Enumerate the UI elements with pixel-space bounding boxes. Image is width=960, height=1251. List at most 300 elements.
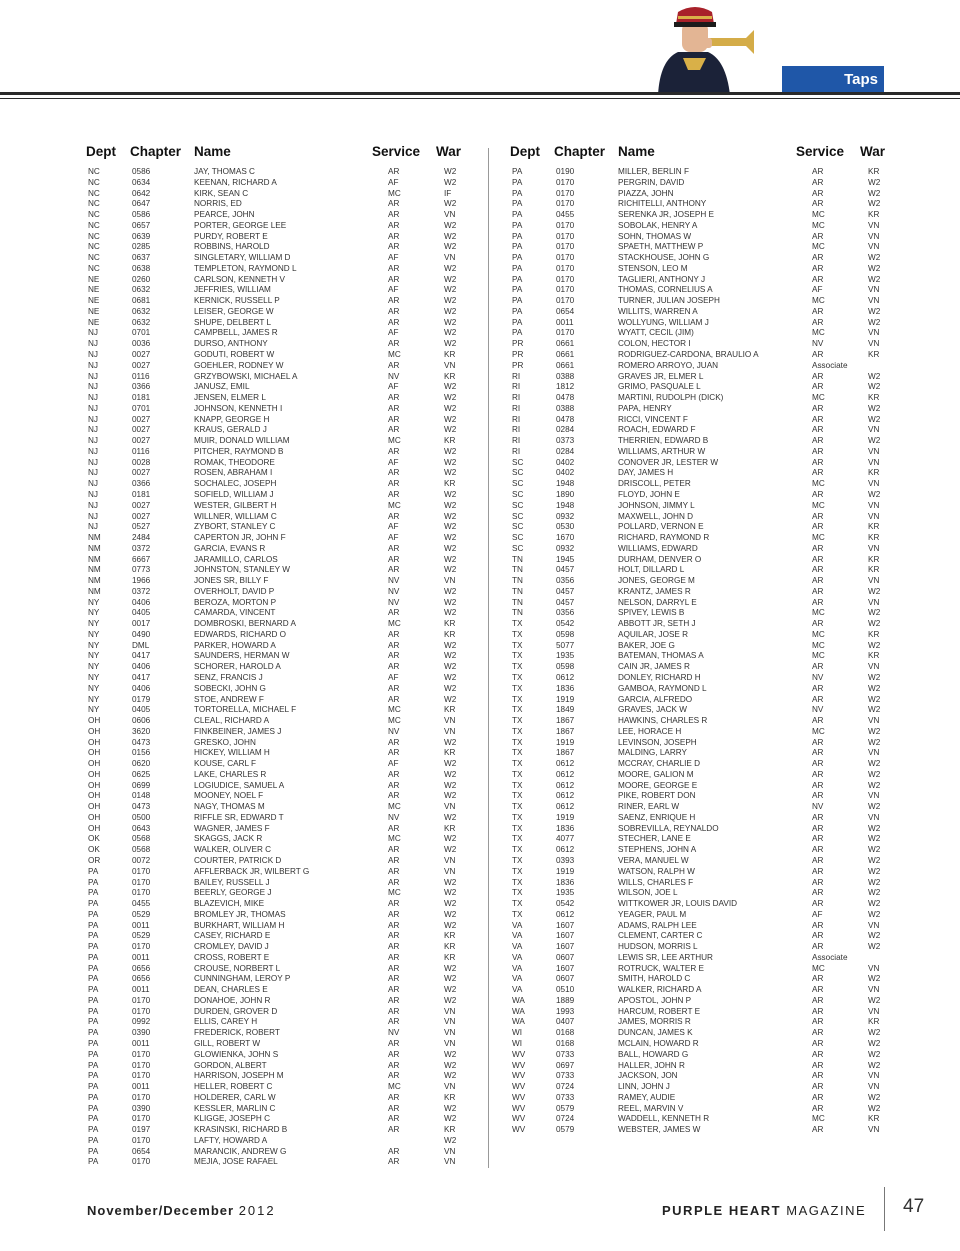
cell-chapter: 1889 (556, 995, 575, 1005)
cell-name: HUDSON, MORRIS L (618, 942, 698, 952)
cell-war: W2 (868, 1092, 881, 1102)
cell-name: GRAVES, JACK W (618, 705, 687, 715)
cell-chapter: 0011 (132, 1082, 150, 1092)
table-row (86, 673, 464, 684)
table-row (86, 921, 464, 932)
cell-war: KR (868, 565, 880, 575)
cell-chapter: 0190 (556, 167, 575, 176)
table-row (510, 1050, 888, 1061)
column-headers (86, 143, 464, 167)
cell-war: VN (444, 726, 456, 736)
table-row (510, 253, 888, 264)
cell-war: W2 (868, 1039, 881, 1049)
cell-chapter: 1867 (556, 716, 575, 726)
cell-service: NV (388, 812, 400, 822)
cell-service: AR (388, 1060, 400, 1070)
cell-name: WADDELL, KENNETH R (618, 1114, 710, 1124)
table-row (510, 275, 888, 286)
table-row (86, 372, 464, 383)
cell-service: AR (388, 403, 400, 413)
table-row (86, 512, 464, 523)
cell-dept: NE (88, 306, 100, 316)
cell-war: W2 (444, 608, 457, 618)
cell-chapter: 0170 (556, 296, 575, 306)
cell-war: W2 (868, 942, 881, 952)
cell-name: BROMLEY JR, THOMAS (194, 909, 286, 919)
cell-war: W2 (444, 500, 457, 510)
table-row (86, 221, 464, 232)
cell-chapter: 0639 (132, 231, 151, 241)
cell-name: SPAETH, MATTHEW P (618, 242, 704, 252)
cell-name: DONAHOE, JOHN R (194, 995, 271, 1005)
cell-service: AR (388, 748, 400, 758)
cell-chapter: 1607 (556, 920, 575, 930)
roster-right-column (510, 143, 888, 1136)
cell-war: KR (868, 350, 880, 360)
table-row (510, 350, 888, 361)
table-row (86, 738, 464, 749)
cell-dept: RI (512, 393, 521, 403)
cell-name: SAENZ, ENRIQUE H (618, 812, 696, 822)
cell-war: W2 (868, 931, 881, 941)
cell-name: WALKER, RICHARD A (618, 985, 702, 995)
table-row (86, 888, 464, 899)
cell-name: HOLT, DILLARD L (618, 565, 685, 575)
cell-service: AR (812, 899, 824, 909)
table-row (510, 189, 888, 200)
cell-war: VN (868, 716, 880, 726)
cell-name: PIKE, ROBERT DON (618, 791, 696, 801)
cell-service: AR (388, 1114, 400, 1124)
cell-service: AR (812, 167, 824, 176)
table-row (510, 791, 888, 802)
cell-service: AR (388, 877, 400, 887)
cell-dept: PA (512, 242, 523, 252)
header-service: Service (796, 144, 845, 159)
cell-dept: SC (512, 543, 524, 553)
cell-war: W2 (444, 543, 457, 553)
cell-chapter: 0036 (132, 339, 151, 349)
cell-war: VN (444, 253, 456, 263)
table-row (510, 404, 888, 415)
issue-date (87, 1203, 276, 1218)
cell-war: VN (868, 220, 880, 230)
table-row (86, 974, 464, 985)
header-war: War (860, 144, 886, 159)
cell-name: KRAUS, GERALD J (194, 425, 267, 435)
cell-dept: WA (512, 1017, 525, 1027)
cell-war: VN (444, 802, 456, 812)
cell-service: AR (812, 554, 824, 564)
cell-service: AR (812, 1028, 824, 1038)
cell-dept: TX (512, 748, 523, 758)
cell-service: AR (812, 511, 824, 521)
cell-name: STOE, ANDREW F (194, 694, 264, 704)
cell-chapter: 0170 (132, 995, 151, 1005)
cell-chapter: 0612 (556, 845, 575, 855)
cell-war: W2 (444, 446, 457, 456)
cell-war: KR (444, 479, 456, 489)
cell-war: VN (868, 339, 880, 349)
magazine-title (662, 1203, 866, 1218)
table-row (510, 716, 888, 727)
cell-name: JOHNSTON, STANLEY W (194, 565, 290, 575)
cell-war: W2 (444, 888, 457, 898)
cell-dept: RI (512, 382, 521, 392)
cell-war: VN (868, 457, 880, 467)
cell-chapter: 0701 (132, 403, 151, 413)
cell-dept: NY (88, 608, 100, 618)
cell-war: W2 (868, 403, 881, 413)
table-row (86, 748, 464, 759)
cell-name: DURSO, ANTHONY (194, 339, 268, 349)
table-row (86, 834, 464, 845)
table-row (86, 641, 464, 652)
cell-name: TURNER, JULIAN JOSEPH (618, 296, 720, 306)
table-row (510, 673, 888, 684)
cell-chapter: 0612 (556, 802, 575, 812)
cell-name: BURKHART, WILLIAM H (194, 920, 285, 930)
cell-dept: TX (512, 705, 523, 715)
cell-dept: WV (512, 1071, 526, 1081)
table-row (86, 1093, 464, 1104)
cell-war: VN (868, 1071, 880, 1081)
cell-name: KIRK, SEAN C (194, 188, 249, 198)
cell-service: AR (812, 576, 824, 586)
table-row (510, 587, 888, 598)
cell-war: W2 (444, 683, 457, 693)
cell-chapter: 0654 (556, 306, 575, 316)
cell-name: WITTKOWER JR, LOUIS DAVID (618, 899, 738, 909)
cell-dept: PA (512, 167, 523, 176)
cell-dept: TX (512, 629, 523, 639)
cell-service: MC (812, 640, 825, 650)
cell-chapter: 0455 (132, 899, 151, 909)
cell-dept: TX (512, 856, 523, 865)
cell-name: YEAGER, PAUL M (618, 909, 687, 919)
cell-dept: SC (512, 500, 524, 510)
cell-service: AR (812, 769, 824, 779)
cell-name: SENZ, FRANCIS J (194, 672, 263, 682)
cell-name: WOLLYUNG, WILLIAM J (618, 317, 709, 327)
cell-dept: NM (88, 565, 101, 575)
cell-chapter: 0170 (132, 1092, 151, 1102)
cell-war: KR (868, 651, 880, 661)
cell-war: W2 (444, 339, 457, 349)
cell-service: AR (388, 974, 400, 984)
cell-war: VN (868, 500, 880, 510)
cell-dept: PA (512, 210, 523, 220)
header-name: Name (618, 144, 655, 159)
cell-war: KR (444, 931, 456, 941)
table-row (510, 425, 888, 436)
table-row (510, 382, 888, 393)
cell-service: AR (388, 167, 400, 176)
cell-service: AR (388, 683, 400, 693)
cell-service: MC (812, 1114, 825, 1124)
cell-service: AR (388, 446, 400, 456)
cell-dept: NJ (88, 328, 99, 338)
cell-service: AR (388, 640, 400, 650)
cell-dept: RI (512, 403, 521, 413)
cell-name: MALDING, LARRY (618, 748, 688, 758)
cell-war: KR (444, 371, 456, 381)
cell-dept: TX (512, 694, 523, 704)
cell-chapter: 0170 (556, 242, 575, 252)
table-row (86, 328, 464, 339)
cell-war: VN (444, 1157, 456, 1167)
cell-war: W2 (444, 306, 457, 316)
cell-name: ROSEN, ABRAHAM I (194, 468, 273, 478)
cell-dept: VA (512, 963, 523, 973)
cell-chapter: 0607 (556, 952, 575, 962)
cell-chapter: 0527 (132, 522, 151, 532)
table-row (86, 555, 464, 566)
cell-war: KR (444, 350, 456, 360)
table-row (86, 339, 464, 350)
table-row (86, 296, 464, 307)
cell-war: W2 (868, 436, 881, 446)
cell-name: GARCIA, EVANS R (194, 543, 266, 553)
cell-name: SOFIELD, WILLIAM J (194, 489, 274, 499)
cell-chapter: 6667 (132, 554, 151, 564)
cell-war: W2 (444, 780, 457, 790)
cell-name: ROACH, EDWARD F (618, 425, 696, 435)
cell-chapter: 0992 (132, 1017, 151, 1027)
table-row (86, 501, 464, 512)
cell-name: LEE, HORACE H (618, 726, 682, 736)
table-row (86, 781, 464, 792)
cell-chapter: 0011 (132, 1039, 150, 1049)
cell-name: ZYBORT, STANLEY C (194, 522, 276, 532)
cell-name: DOMBROSKI, BERNARD A (194, 619, 296, 629)
cell-chapter: 1836 (556, 823, 575, 833)
table-row (510, 1104, 888, 1115)
footer-divider (884, 1187, 885, 1231)
cell-chapter: 0406 (132, 662, 151, 672)
cell-service: AR (812, 436, 824, 446)
cell-war: W2 (868, 1028, 881, 1038)
cell-chapter: 3620 (132, 726, 151, 736)
cell-service: AR (812, 1017, 824, 1027)
table-row (86, 199, 464, 210)
cell-service: AR (812, 565, 824, 575)
table-row (86, 1071, 464, 1082)
cell-war: VN (868, 576, 880, 586)
cell-service: MC (388, 188, 401, 198)
cell-name: ELLIS, CAREY H (194, 1017, 258, 1027)
cell-chapter: 0724 (556, 1082, 575, 1092)
cell-service: AR (812, 253, 824, 263)
cell-service: AR (388, 317, 400, 327)
cell-name: SKAGGS, JACK R (194, 834, 263, 844)
cell-name: GILL, ROBERT W (194, 1039, 261, 1049)
cell-service: AF (388, 533, 399, 543)
cell-dept: OH (88, 759, 101, 769)
cell-chapter: 1670 (556, 533, 575, 543)
header-rule-thin (0, 98, 960, 99)
cell-war: W2 (444, 403, 457, 413)
cell-name: PORTER, GEORGE LEE (194, 220, 287, 230)
table-row (86, 856, 464, 867)
cell-dept: PA (88, 1125, 99, 1135)
cell-chapter: 0027 (132, 350, 151, 360)
cell-name: CUNNINGHAM, LEROY P (194, 974, 291, 984)
table-row (510, 1082, 888, 1093)
cell-chapter: 1945 (556, 554, 575, 564)
cell-dept: PA (88, 1049, 99, 1059)
cell-chapter: 0405 (132, 705, 151, 715)
header-name: Name (194, 144, 231, 159)
table-row (86, 1007, 464, 1018)
cell-name: CARLSON, KENNETH V (194, 274, 285, 284)
cell-name: KLIGGE, JOSEPH C (194, 1114, 270, 1124)
cell-dept: SC (512, 511, 524, 521)
cell-war: W2 (868, 769, 881, 779)
cell-service: MC (388, 834, 401, 844)
table-row (510, 845, 888, 856)
cell-chapter: 0027 (132, 436, 151, 446)
table-row (510, 576, 888, 587)
table-row (510, 210, 888, 221)
cell-war: W2 (868, 856, 881, 865)
cell-name: BEERLY, GEORGE J (194, 888, 272, 898)
cell-name: JONES, GEORGE M (618, 576, 695, 586)
cell-service: NV (388, 586, 400, 596)
cell-chapter: 0417 (132, 672, 151, 682)
table-row (86, 479, 464, 490)
cell-name: JACKSON, JON (618, 1071, 678, 1081)
cell-dept: TN (512, 565, 523, 575)
cell-dept: NY (88, 597, 100, 607)
cell-chapter: 0586 (132, 167, 151, 176)
cell-name: BAKER, JOE G (618, 640, 675, 650)
cell-chapter: 0724 (556, 1114, 575, 1124)
cell-name: KERNICK, RUSSELL P (194, 296, 280, 306)
cell-war: W2 (444, 1060, 457, 1070)
cell-service: AR (388, 468, 400, 478)
cell-war: W2 (444, 565, 457, 575)
cell-dept: NJ (88, 371, 99, 381)
cell-name: LOGIUDICE, SAMUEL A (194, 780, 285, 790)
cell-war: W2 (444, 468, 457, 478)
table-row (510, 1061, 888, 1072)
cell-service: AR (388, 393, 400, 403)
cell-service: AR (388, 856, 400, 865)
table-row (510, 910, 888, 921)
table-row (510, 565, 888, 576)
cell-dept: TN (512, 597, 523, 607)
table-row (86, 253, 464, 264)
table-row (510, 296, 888, 307)
cell-war: W2 (868, 640, 881, 650)
cell-war: VN (444, 210, 456, 220)
cell-dept: PA (512, 317, 523, 327)
cell-service: AR (812, 619, 824, 629)
header-chapter: Chapter (554, 144, 606, 159)
cell-name: STACKHOUSE, JOHN G (618, 253, 710, 263)
cell-service: AR (812, 1006, 824, 1016)
cell-dept: PA (88, 1039, 99, 1049)
cell-chapter: 0579 (556, 1103, 575, 1113)
cell-war: W2 (444, 1049, 457, 1059)
cell-war: W2 (444, 920, 457, 930)
cell-service: AR (388, 909, 400, 919)
table-row (86, 533, 464, 544)
cell-dept: NY (88, 640, 100, 650)
table-row (86, 931, 464, 942)
cell-name: DAY, JAMES H (618, 468, 674, 478)
table-row (510, 770, 888, 781)
cell-war: W2 (444, 199, 457, 209)
table-row (510, 748, 888, 759)
table-row (86, 587, 464, 598)
table-row (510, 264, 888, 275)
cell-dept: PA (88, 1071, 99, 1081)
cell-service: AR (812, 382, 824, 392)
cell-dept: SC (512, 457, 524, 467)
cell-dept: PA (88, 952, 99, 962)
cell-service: NV (388, 597, 400, 607)
cell-service: AR (812, 350, 824, 360)
cell-service: AR (388, 1146, 400, 1156)
cell-name: EDWARDS, RICHARD O (194, 629, 287, 639)
table-row (510, 899, 888, 910)
cell-dept: NC (88, 263, 100, 273)
cell-dept: VA (512, 942, 523, 952)
cell-service: AR (812, 942, 824, 952)
magazine-title-bold: PURPLE HEART (662, 1203, 782, 1218)
cell-dept: VA (512, 920, 523, 930)
cell-war: W2 (444, 457, 457, 467)
cell-service: AR (812, 920, 824, 930)
cell-name: AQUILAR, JOSE R (618, 629, 689, 639)
cell-dept: TN (512, 608, 523, 618)
table-row (510, 619, 888, 630)
cell-war: VN (444, 1146, 456, 1156)
table-row (510, 1017, 888, 1028)
table-row (510, 490, 888, 501)
cell-chapter: 0647 (132, 199, 151, 209)
cell-chapter: 0542 (556, 899, 575, 909)
cell-chapter: 0156 (132, 748, 151, 758)
cell-dept: NY (88, 683, 100, 693)
cell-chapter: 0170 (132, 1049, 151, 1059)
table-row (86, 565, 464, 576)
cell-service: AR (388, 339, 400, 349)
cell-war: VN (868, 597, 880, 607)
cell-name: JONES SR, BILLY F (194, 576, 269, 586)
table-row (510, 1125, 888, 1136)
cell-war: VN (868, 1006, 880, 1016)
cell-name: CAIN JR, JAMES R (618, 662, 690, 672)
cell-name: COLON, HECTOR I (618, 339, 691, 349)
cell-service: AR (388, 651, 400, 661)
cell-dept: NC (88, 210, 100, 220)
cell-name: MAXWELL, JOHN D (618, 511, 694, 521)
cell-chapter: 0612 (556, 759, 575, 769)
table-row (510, 996, 888, 1007)
cell-chapter: 0390 (132, 1103, 151, 1113)
table-row (86, 1050, 464, 1061)
cell-war: KR (868, 554, 880, 564)
cell-service: AR (388, 780, 400, 790)
cell-dept: OH (88, 726, 101, 736)
cell-service: AR (812, 403, 824, 413)
cell-chapter: 0632 (132, 285, 151, 295)
cell-war: W2 (444, 533, 457, 543)
cell-chapter: 1607 (556, 931, 575, 941)
